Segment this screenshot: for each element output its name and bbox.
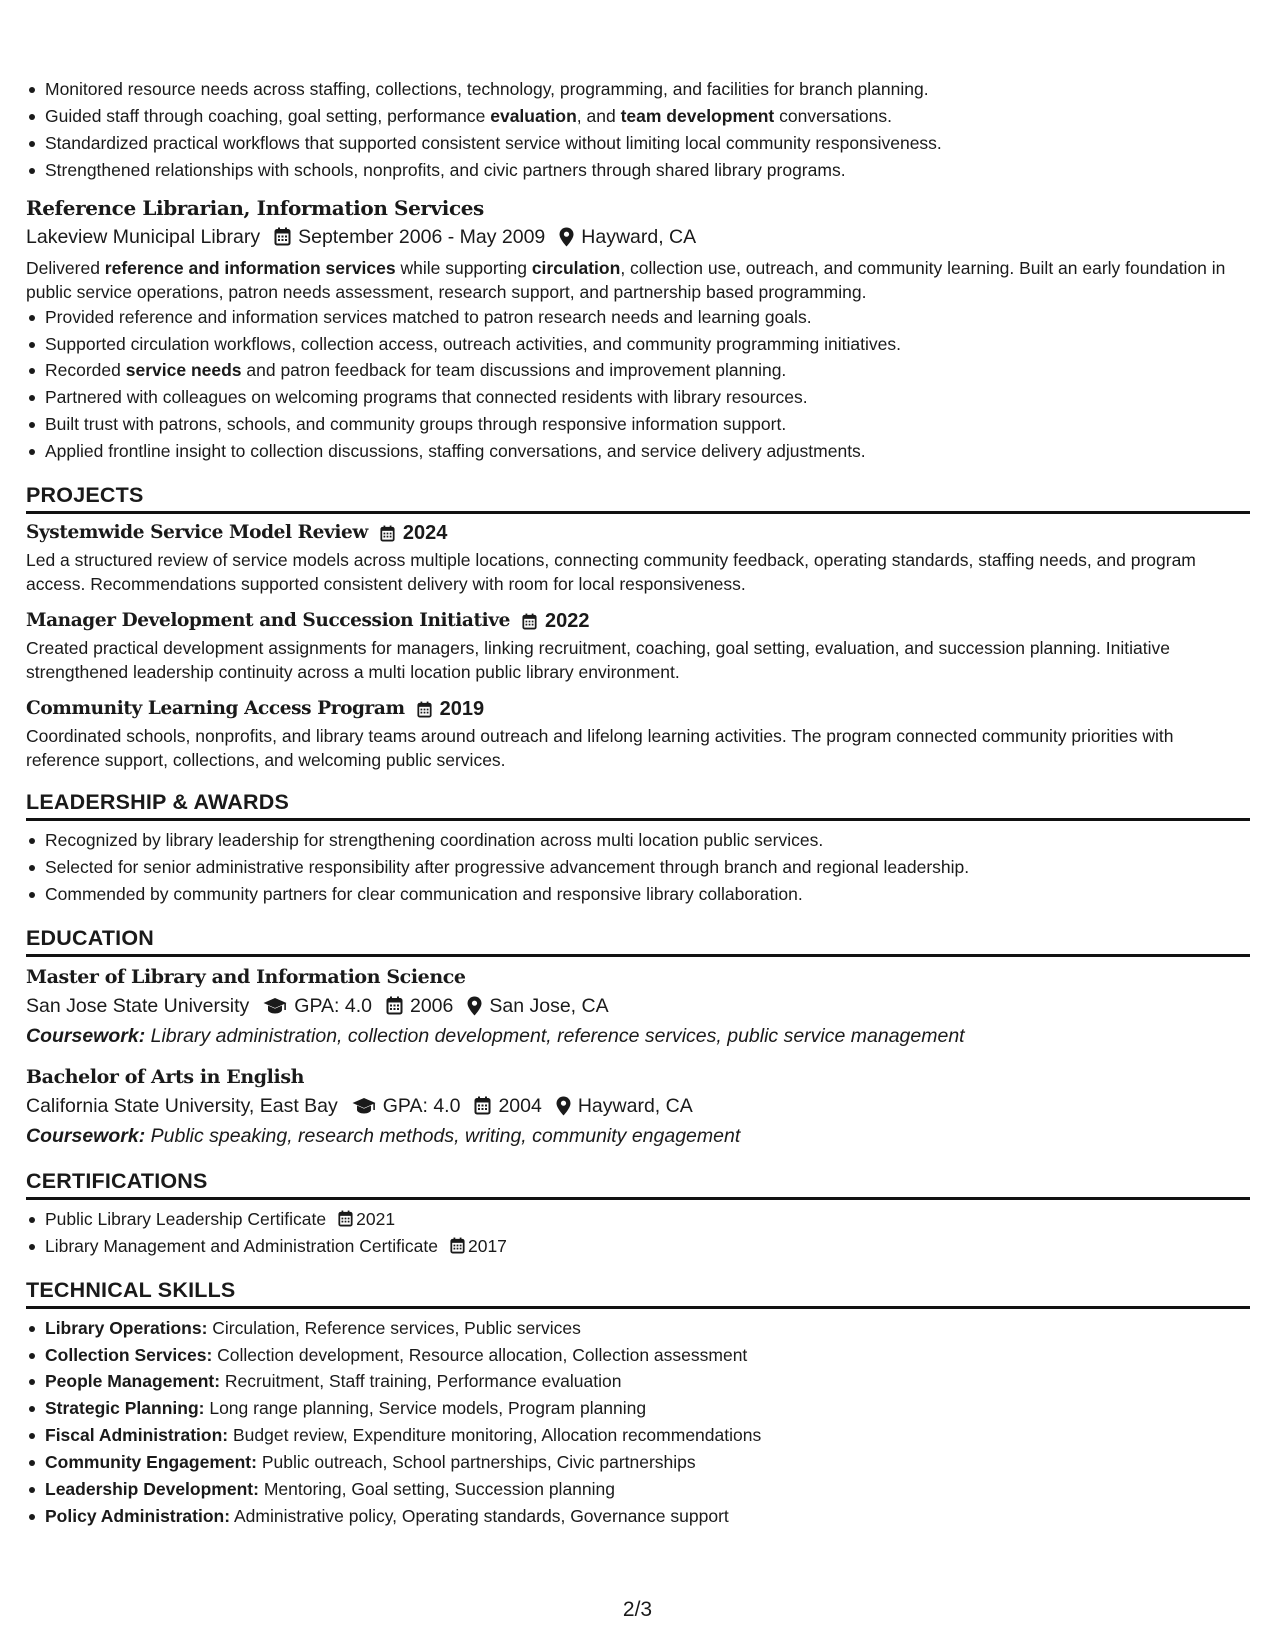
school-name: California State University, East Bay bbox=[26, 1094, 338, 1117]
list-item bbox=[26, 1342, 1250, 1369]
skill-category: People Management: bbox=[45, 1371, 221, 1392]
list-item bbox=[26, 157, 1250, 184]
list-item bbox=[26, 357, 1250, 384]
certifications-list bbox=[26, 1206, 1250, 1260]
skill-category: Library Operations: bbox=[45, 1317, 208, 1338]
list-item bbox=[26, 438, 1250, 465]
project-year: 2022 bbox=[545, 610, 590, 633]
employer-name: Lakeview Municipal Library bbox=[26, 225, 261, 248]
certificate-name: Public Library Leadership Certificate bbox=[45, 1208, 327, 1229]
bold-text: circulation bbox=[531, 257, 621, 278]
job-location: Hayward, CA bbox=[581, 225, 697, 248]
education-list bbox=[26, 963, 1250, 1151]
skill-category: Strategic Planning: bbox=[45, 1398, 205, 1419]
calendar-icon bbox=[380, 525, 395, 542]
text-run: Monitored resource needs across staffing, collections, technology, programming, and facilities for branch planning. bbox=[45, 79, 929, 99]
list-item bbox=[26, 1395, 1250, 1422]
list-item bbox=[26, 1233, 1250, 1260]
project-title-row bbox=[26, 696, 1250, 722]
job-entry bbox=[26, 194, 1250, 465]
map-pin-icon bbox=[559, 227, 574, 247]
project-entry bbox=[26, 696, 1250, 772]
project-title: Community Learning Access Program bbox=[26, 698, 405, 720]
skills-heading: TECHNICAL SKILLS bbox=[26, 1276, 1250, 1309]
list-item bbox=[26, 103, 1250, 130]
list-item bbox=[26, 1206, 1250, 1233]
list-item bbox=[26, 384, 1250, 411]
calendar-icon bbox=[522, 613, 537, 630]
map-pin-icon bbox=[467, 996, 482, 1016]
skill-category: Leadership Development: bbox=[45, 1479, 259, 1500]
list-item: Recognized by library leadership for strengthening coordination across multi location public services. bbox=[26, 827, 1250, 854]
bold-text: reference and information services bbox=[104, 257, 396, 278]
skill-values: Mentoring, Goal setting, Succession planning bbox=[258, 1479, 615, 1500]
graduation-year: 2004 bbox=[498, 1094, 542, 1117]
skill-values: Circulation, Reference services, Public services bbox=[207, 1317, 581, 1338]
text-run: Supported circulation workflows, collection access, outreach activities, and community programming initiatives. bbox=[45, 333, 901, 354]
project-entry bbox=[26, 608, 1250, 684]
project-title: Systemwide Service Model Review bbox=[26, 522, 368, 544]
gpa: GPA: 4.0 bbox=[294, 994, 372, 1017]
text-run: Built trust with patrons, schools, and community groups through responsive information support. bbox=[45, 414, 787, 435]
graduation-cap-icon bbox=[263, 997, 287, 1015]
school-location: San Jose, CA bbox=[489, 994, 609, 1017]
gpa: GPA: 4.0 bbox=[382, 1094, 461, 1117]
degree-title: Master of Library and Information Science bbox=[26, 965, 466, 988]
skill-values: Collection development, Resource allocation, Collection assessment bbox=[212, 1344, 748, 1365]
projects-list bbox=[26, 520, 1250, 772]
text-run: , collection use, outreach, and community learning. Built an early foundation in public service operations, patron needs assessment, research support, and partnership based programming. bbox=[26, 257, 1226, 302]
coursework-text: Library administration, collection development, reference services, public service management bbox=[145, 1024, 965, 1047]
graduation-cap-icon bbox=[352, 1097, 376, 1115]
project-year: 2019 bbox=[439, 698, 485, 721]
coursework-label: Coursework: bbox=[26, 1024, 146, 1047]
text-run: while supporting bbox=[395, 257, 532, 278]
skill-category: Community Engagement: bbox=[45, 1452, 257, 1473]
list-item bbox=[26, 331, 1250, 358]
graduation-year: 2006 bbox=[409, 994, 454, 1017]
project-year: 2024 bbox=[402, 522, 448, 545]
text-run: Standardized practical workflows that supported consistent service without limiting local community responsiveness. bbox=[45, 132, 942, 153]
skill-category: Policy Administration: bbox=[45, 1505, 231, 1526]
bold-text: service needs bbox=[125, 360, 242, 381]
education-heading: EDUCATION bbox=[26, 924, 1250, 957]
certifications-heading: CERTIFICATIONS bbox=[26, 1167, 1250, 1200]
text-run: Delivered bbox=[26, 257, 105, 278]
job-title: Reference Librarian, Information Services bbox=[26, 195, 484, 220]
list-item bbox=[26, 1476, 1250, 1503]
page-number: 2/3 bbox=[622, 1598, 653, 1621]
text-run: Partnered with colleagues on welcoming programs that connected residents with library resources. bbox=[45, 387, 808, 408]
job-description bbox=[26, 256, 1250, 304]
calendar-icon bbox=[417, 701, 432, 718]
project-title: Manager Development and Succession Initiative bbox=[26, 610, 511, 632]
education-entry bbox=[26, 1063, 1250, 1151]
resume-page bbox=[26, 76, 1250, 1530]
skill-values: Budget review, Expenditure monitoring, Allocation recommendations bbox=[228, 1425, 762, 1446]
list-item bbox=[26, 1315, 1250, 1342]
skill-category: Fiscal Administration: bbox=[45, 1425, 229, 1446]
certificate-year: 2017 bbox=[467, 1235, 507, 1256]
calendar-icon bbox=[386, 996, 403, 1015]
job-meta bbox=[26, 222, 1250, 252]
degree-title: Bachelor of Arts in English bbox=[26, 1065, 305, 1088]
certificate-name: Library Management and Administration Certificate bbox=[45, 1235, 438, 1256]
job-dates: September 2006 - May 2009 bbox=[298, 225, 546, 248]
text-run: Strengthened relationships with schools, nonprofits, and civic partners through shared library programs. bbox=[45, 159, 846, 180]
calendar-icon bbox=[338, 1210, 353, 1227]
bold-text: team development bbox=[620, 105, 775, 126]
education-meta bbox=[26, 991, 1250, 1021]
leadership-list bbox=[26, 827, 1250, 908]
project-entry bbox=[26, 520, 1250, 596]
list-item: Selected for senior administrative responsibility after progressive advancement through branch and regional leadership. bbox=[26, 854, 1250, 881]
text-run: Guided staff through coaching, goal setting, performance bbox=[45, 105, 491, 126]
project-description: Created practical development assignments for managers, linking recruitment, coaching, goal setting, evaluation, and succession planning. Initiative strengthened leadership continuity across a multi location public library environment. bbox=[26, 638, 1170, 683]
coursework-label: Coursework: bbox=[26, 1124, 146, 1147]
list-item bbox=[26, 1503, 1250, 1530]
text-run: and patron feedback for team discussions and improvement planning. bbox=[241, 360, 787, 381]
map-pin-icon bbox=[556, 1096, 571, 1116]
leadership-heading: LEADERSHIP & AWARDS bbox=[26, 788, 1250, 821]
text-run: conversations. bbox=[774, 105, 892, 126]
job-bullet-list bbox=[26, 304, 1250, 465]
skill-values: Long range planning, Service models, Program planning bbox=[204, 1398, 647, 1419]
list-item bbox=[26, 411, 1250, 438]
list-item: Commended by community partners for clear communication and responsive library collaboration. bbox=[26, 881, 1250, 908]
list-item bbox=[26, 76, 1250, 103]
projects-heading: PROJECTS bbox=[26, 481, 1250, 514]
list-item bbox=[26, 1422, 1250, 1449]
certificate-year: 2021 bbox=[356, 1208, 396, 1229]
education-meta bbox=[26, 1091, 1250, 1121]
project-title-row bbox=[26, 520, 1250, 546]
coursework bbox=[26, 1021, 1250, 1051]
text-run: Provided reference and information services matched to patron research needs and learning goals. bbox=[45, 306, 812, 327]
school-name: San Jose State University bbox=[26, 994, 250, 1017]
calendar-icon bbox=[450, 1237, 465, 1254]
skill-category: Collection Services: bbox=[45, 1344, 213, 1365]
skills-list bbox=[26, 1315, 1250, 1530]
list-item bbox=[26, 1368, 1250, 1395]
project-title-row bbox=[26, 608, 1250, 634]
text-run: Applied frontline insight to collection discussions, staffing conversations, and service delivery adjustments. bbox=[45, 441, 866, 462]
skill-values: Administrative policy, Operating standards, Governance support bbox=[230, 1505, 729, 1526]
list-item bbox=[26, 1449, 1250, 1476]
coursework-text: Public speaking, research methods, writing, community engagement bbox=[145, 1124, 741, 1147]
coursework bbox=[26, 1121, 1250, 1151]
project-description: Led a structured review of service models across multiple locations, connecting community feedback, operating standards, staffing needs, and program access. Recommendations supported consistent delivery with room for local responsiveness. bbox=[26, 550, 1196, 595]
project-description: Coordinated schools, nonprofits, and library teams around outreach and lifelong learning activities. The program connected community priorities with reference support, collections, and welcoming public services. bbox=[26, 726, 1174, 771]
calendar-icon bbox=[274, 227, 291, 246]
text-run: Recorded bbox=[45, 360, 126, 381]
school-location: Hayward, CA bbox=[577, 1094, 693, 1117]
bold-text: evaluation bbox=[490, 105, 577, 126]
skill-values: Public outreach, School partnerships, Civic partnerships bbox=[256, 1452, 696, 1473]
text-run: , and bbox=[576, 105, 621, 126]
list-item bbox=[26, 304, 1250, 331]
education-entry bbox=[26, 963, 1250, 1051]
intro-bullet-list bbox=[26, 76, 1250, 184]
skill-values: Recruitment, Staff training, Performance evaluation bbox=[220, 1371, 622, 1392]
calendar-icon bbox=[474, 1096, 491, 1115]
list-item bbox=[26, 130, 1250, 157]
